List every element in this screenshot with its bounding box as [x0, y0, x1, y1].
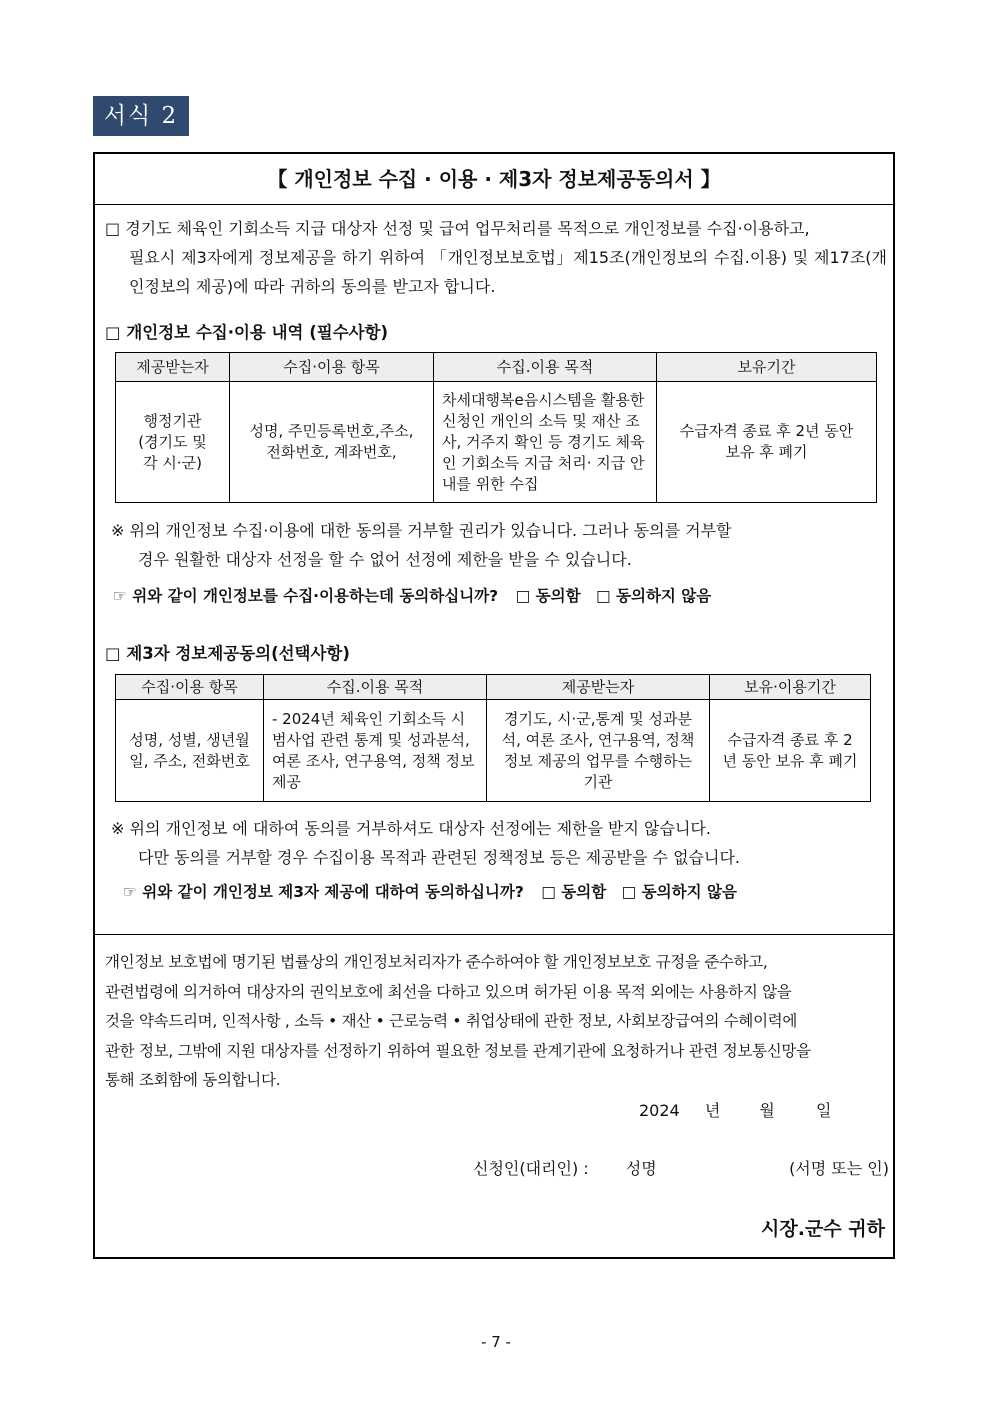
applicant-label: 신청인(대리인) :: [473, 1159, 589, 1178]
section2-table: [115, 674, 871, 802]
cell-retention: 수급자격 종료 후 2년 동안 보유 후 폐기: [657, 382, 877, 503]
form-title: 【 개인정보 수집 · 이용 · 제3자 정보제공동의서 】: [95, 154, 893, 205]
cell-purpose: - 2024년 체육인 기회소득 시범사업 관련 통계 및 성과분석, 여론 조사, 연구용역, 정책 정보제공: [264, 700, 487, 802]
section1-notice: [111, 516, 887, 574]
section2-question-text: ☞ 위와 같이 개인정보 제3자 제공에 대하여 동의하십니까?: [123, 883, 524, 901]
col-retention: 보유·이용기간: [710, 675, 871, 700]
col-purpose: 수집.이용 목적: [264, 675, 487, 700]
col-retention: 보유기간: [657, 353, 877, 382]
date-month-unit: 월: [759, 1101, 775, 1120]
col-recipient: 제공받는자: [487, 675, 710, 700]
pledge-line-5: 통해 조회함에 동의합니다.: [105, 1071, 281, 1089]
col-recipient: 제공받는자: [116, 353, 230, 382]
section1-question-text: ☞ 위와 같이 개인정보를 수집·이용하는데 동의하십니까?: [113, 587, 499, 605]
cell-items: 성명, 주민등록번호,주소, 전화번호, 계좌번호,: [230, 382, 434, 503]
sign-label: (서명 또는 인): [789, 1159, 889, 1178]
table-header-row: [116, 675, 871, 700]
cell-recipient: 행정기관 (경기도 및 각 시·군): [116, 382, 230, 503]
section2-notice-line-1: ※ 위의 개인정보 에 대하여 동의를 거부하셔도 대상자 선정에는 제한을 받지 않습니다.: [111, 819, 711, 838]
section2-notice: [111, 814, 887, 872]
consent-form-frame: [93, 152, 895, 1259]
section1-disagree-checkbox[interactable]: □ 동의하지 않음: [595, 587, 712, 605]
section1-heading: □ 개인정보 수집·이용 내역 (필수사항): [105, 323, 389, 342]
section1-table: [115, 352, 877, 503]
date-line: [639, 1098, 831, 1121]
table-header-row: [116, 353, 877, 382]
cell-recipient: 경기도, 시·군,통계 및 성과분석, 여론 조사, 연구용역, 정책 정보 제공의 업무를 수행하는 기관: [487, 700, 710, 802]
section2-notice-line-2: 다만 동의를 거부할 경우 수집이용 목적과 관련된 정책정보 등은 제공받을 수 없습니다.: [138, 848, 740, 867]
section1-agree-checkbox[interactable]: □ 동의함: [515, 587, 581, 605]
intro-paragraph: [105, 214, 887, 301]
cell-items: 성명, 성별, 생년월일, 주소, 전화번호: [116, 700, 264, 802]
addressee: 시장.군수 귀하: [761, 1218, 885, 1240]
col-items: 수집·이용 항목: [230, 353, 434, 382]
col-purpose: 수집.이용 목적: [434, 353, 657, 382]
section1-notice-line-2: 경우 원활한 대상자 선정을 할 수 없어 선정에 제한을 받을 수 있습니다.: [138, 550, 632, 569]
pledge-line-1: 개인정보 보호법에 명기된 법률상의 개인정보처리자가 준수하여야 할 개인정보보호 규정을 준수하고,: [105, 953, 768, 971]
pledge-line-4: 관한 정보, 그밖에 지원 대상자를 선정하기 위하여 필요한 정보를 관계기관에 요청하거나 관련 정보통신망을: [105, 1041, 811, 1060]
section-divider: [95, 934, 893, 935]
section2-heading: □ 제3자 정보제공동의(선택사항): [105, 644, 350, 663]
table-row: [116, 700, 871, 802]
signature-line: [473, 1156, 889, 1179]
section2-disagree-checkbox[interactable]: □ 동의하지 않음: [621, 883, 737, 901]
pledge-paragraph: [105, 948, 895, 1096]
col-items: 수집·이용 항목: [116, 675, 264, 700]
cell-retention: 수급자격 종료 후 2년 동안 보유 후 폐기: [710, 700, 871, 802]
intro-rest: 필요시 제3자에게 정보제공을 하기 위하여 「개인정보보호법」제15조(개인정보의 수집.이용) 및 제17조(개인정보의 제공)에 따라 귀하의 동의를 받고자 합니다.: [129, 248, 887, 296]
pledge-line-2: 관련법령에 의거하여 대상자의 권익보호에 최선을 다하고 있으며 허가된 이용 목적 외에는 사용하지 않을: [105, 982, 792, 1001]
pledge-line-3: 것을 약속드리며, 인적사항 , 소득 • 재산 • 근로능력 • 취업상태에 관한 정보, 사회보장급여의 수혜이력에: [105, 1012, 798, 1030]
section2-consent-question: [123, 880, 893, 902]
name-label: 성명: [625, 1159, 657, 1178]
table-row: [116, 382, 877, 503]
section1-consent-question: [113, 584, 883, 606]
section2-agree-checkbox[interactable]: □ 동의함: [541, 883, 607, 901]
page-number: - 7 -: [481, 1333, 511, 1351]
form-number-label: 서식 2: [93, 96, 189, 136]
cell-purpose: 차세대행복e음시스템을 활용한 신청인 개인의 소득 및 재산 조사, 거주지 확인 등 경기도 체육인 기회소득 지급 처리· 지급 안내를 위한 수집: [434, 382, 657, 503]
date-year: 2024: [639, 1101, 680, 1120]
section1-notice-line-1: ※ 위의 개인정보 수집·이용에 대한 동의를 거부할 권리가 있습니다. 그러나 동의를 거부할: [111, 521, 732, 540]
date-year-unit: 년: [704, 1101, 721, 1120]
intro-line-1: □ 경기도 체육인 기회소득 지급 대상자 선정 및 급여 업무처리를 목적으로 개인정보를 수집·이용하고,: [105, 219, 810, 238]
date-day-unit: 일: [815, 1101, 832, 1120]
